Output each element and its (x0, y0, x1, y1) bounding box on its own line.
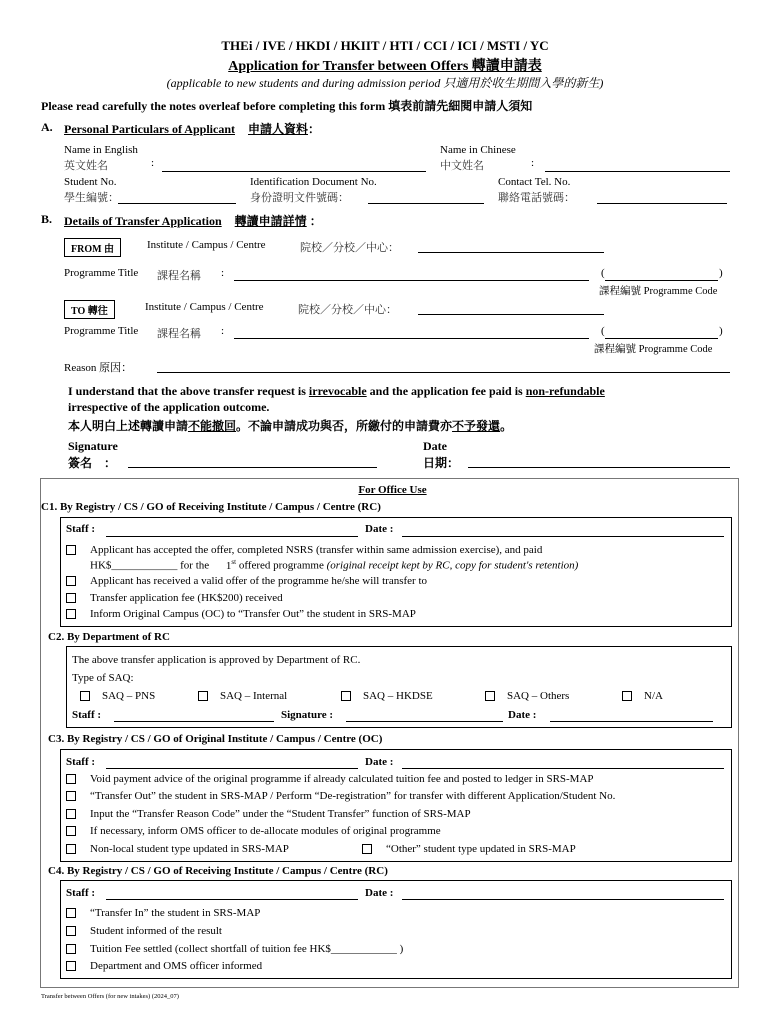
id-doc-label-zh: 身份證明文件號碼： (250, 192, 349, 204)
c1-heading: C1. By Registry / CS / GO of Receiving Institute / Campus / Centre (RC) (41, 501, 381, 513)
to-code-label: 課程編號 Programme Code (594, 344, 713, 355)
form-title: Application for Transfer between Offers 轉讀申請表 (228, 59, 542, 74)
c3-item-3 (66, 808, 471, 820)
name-en-field[interactable] (162, 171, 426, 172)
name-zh-label-zh: 中文姓名 (440, 160, 484, 172)
c4-item-3 (66, 943, 403, 955)
name-en-colon: : (151, 157, 155, 169)
to-programme-label-zh: 課程名稱 (157, 328, 201, 340)
c4-item-1 (66, 907, 260, 919)
signature-field[interactable] (128, 467, 377, 468)
c1-checkbox-2[interactable] (66, 576, 76, 586)
declaration-en-2: irrespective of the application outcome. (68, 400, 270, 414)
c3-item-4-text: If necessary, inform OMS officer to de-allocate modules of original programme (90, 825, 441, 837)
c3-item-other (362, 843, 576, 855)
from-code-open: ( (601, 267, 605, 279)
declaration-zh-underline1: 不能撤回 (188, 419, 237, 433)
c4-item-4 (66, 960, 262, 972)
c1-item-2 (66, 575, 427, 587)
reason-label: Reason 原因： (64, 362, 133, 374)
declaration-nonrefundable: non-refundable (525, 384, 605, 398)
saq-pns-text: SAQ – PNS (102, 690, 156, 702)
from-programme-label-zh: 課程名稱 (157, 270, 201, 282)
c2-signature-field[interactable] (346, 721, 503, 722)
c4-checkbox-1[interactable] (66, 908, 76, 918)
c3-heading: C3. By Registry / CS / GO of Original Institute / Campus / Centre (OC) (48, 733, 383, 745)
from-institute-label: Institute / Campus / Centre (147, 239, 266, 251)
c2-staff-field[interactable] (114, 721, 274, 722)
office-use-title: For Office Use (358, 484, 427, 496)
saq-hkdse-text: SAQ – HKDSE (363, 690, 433, 702)
c4-item-1-text: “Transfer In” the student in SRS-MAP (90, 907, 261, 919)
declaration-en (68, 384, 605, 399)
c4-checkbox-4[interactable] (66, 961, 76, 971)
to-code-close: ) (719, 325, 723, 337)
c1-staff-label: Staff : (66, 523, 96, 535)
c2-signature-label: Signature : (281, 709, 334, 721)
signature-label: Signature (68, 439, 118, 453)
to-tag: TO 轉往 (64, 300, 115, 319)
c3-item-2-text: “Transfer Out” the student in SRS-MAP / Perform “De-registration” for transfer with different Application/Student No. (90, 790, 616, 802)
to-institute-label-zh: 院校／分校／中心： (298, 304, 397, 316)
to-code-open: ( (601, 325, 605, 337)
c1-item-1-text: Applicant has accepted the offer, completed NSRS (transfer within same admission exercise), and paid (90, 544, 543, 556)
id-doc-label: Identification Document No. (250, 176, 377, 188)
from-code-label: 課程編號 Programme Code (599, 286, 718, 297)
from-institute-label-zh: 院校／分校／中心： (300, 242, 399, 254)
c1-ordinal: 1 (225, 559, 232, 572)
declaration-irrevocable: irrevocable (308, 384, 367, 398)
c2-staff-label: Staff : (72, 709, 102, 721)
c4-staff-label: Staff : (66, 887, 96, 899)
c4-checkbox-3[interactable] (66, 944, 76, 954)
c1-date-field[interactable] (402, 536, 724, 537)
section-b-title: Details of Transfer Application (64, 214, 222, 228)
from-programme-field[interactable] (234, 280, 589, 281)
section-b-title-zh: 轉讀申請詳情 (234, 214, 307, 228)
declaration-zh-underline2: 不予發還 (452, 419, 501, 433)
section-b-letter: B. (41, 212, 53, 226)
student-no-label-zh: 學生編號： (64, 192, 119, 204)
declaration-zh-part1: 本人明白上述轉讀申請 (68, 419, 189, 433)
c3-item-5-text: Non-local student type updated in SRS-MAP (90, 843, 289, 855)
c1-checkbox-3[interactable] (66, 593, 76, 603)
c4-checkbox-2[interactable] (66, 926, 76, 936)
from-code-close: ) (719, 267, 723, 279)
c3-item-1-text: Void payment advice of the original programme if already calculated tuition fee and posted to ledger in SRS-MAP (90, 773, 594, 785)
tel-field[interactable] (597, 203, 727, 204)
c4-staff-field[interactable] (106, 899, 358, 900)
to-programme-colon: : (221, 325, 225, 337)
c3-item-other-text: “Other” student type updated in SRS-MAP (386, 843, 576, 855)
declaration-zh (68, 417, 512, 434)
c1-item-3 (66, 592, 283, 604)
c2-line2: Type of SAQ: (72, 672, 134, 684)
c4-date-field[interactable] (402, 899, 724, 900)
c3-checkbox-1[interactable] (66, 774, 76, 784)
from-institute-field[interactable] (418, 252, 604, 253)
signature-label-zh: 簽名 ： (68, 456, 117, 470)
section-a-colon: ： (308, 122, 321, 136)
c1-item-1 (66, 544, 542, 556)
c2-line1: The above transfer application is approved by Department of RC. (72, 654, 361, 666)
c4-item-2 (66, 925, 222, 937)
declaration-part2: and the application fee paid is (366, 384, 526, 398)
c1-checkbox-4[interactable] (66, 609, 76, 619)
to-institute-field[interactable] (418, 314, 604, 315)
reason-field[interactable] (157, 372, 730, 373)
from-code-field[interactable] (605, 280, 718, 281)
footer-text: Transfer between Offers (for new intakes) (2024_07) (41, 993, 179, 1000)
c1-italic-note: (original receipt kept by RC, copy for student's retention) (326, 559, 579, 572)
from-programme-label: Programme Title (64, 267, 139, 279)
to-programme-field[interactable] (234, 338, 589, 339)
c1-item-2-text: Applicant has received a valid offer of the programme he/she will transfer to (90, 575, 428, 587)
section-b-heading (64, 212, 322, 229)
c3-item-4 (66, 825, 441, 837)
to-code-field[interactable] (605, 338, 718, 339)
saq-hkdse-checkbox[interactable] (341, 691, 351, 701)
c3-item-5 (66, 843, 289, 855)
c3-item-3-text: Input the “Transfer Reason Code” under the “Student Transfer” function of SRS-MAP (90, 808, 471, 820)
declaration-zh-part3: 。 (500, 419, 513, 433)
form-subtitle: (applicable to new students and during admission period 只適用於收生期間入學的新生) (166, 76, 604, 90)
saq-pns-checkbox[interactable] (80, 691, 90, 701)
c4-item-4-text: Department and OMS officer informed (90, 960, 263, 972)
c1-staff-field[interactable] (106, 536, 358, 537)
section-a-heading (64, 120, 320, 137)
date-label-zh: 日期： (423, 456, 460, 470)
institutes-line: THEi / IVE / HKDI / HKIIT / HTI / CCI / ICI / MSTI / YC (221, 38, 549, 53)
c3-item-1 (66, 773, 594, 785)
c1-offered-text: offered programme (238, 559, 324, 572)
tel-label-zh: 聯絡電話號碼： (498, 192, 575, 204)
name-en-label-zh: 英文姓名 (64, 160, 108, 172)
c3-staff-label: Staff : (66, 756, 96, 768)
saq-internal-checkbox[interactable] (198, 691, 208, 701)
name-zh-colon: : (531, 157, 535, 169)
student-no-field[interactable] (118, 203, 236, 204)
date-field[interactable] (468, 467, 730, 468)
c3-date-label: Date : (365, 756, 394, 768)
declaration-part1: I understand that the above transfer request is (68, 384, 309, 398)
c1-date-label: Date : (365, 523, 394, 535)
id-doc-field[interactable] (368, 203, 484, 204)
saq-na-text: N/A (644, 690, 663, 702)
section-b-colon: ： (309, 214, 322, 228)
c3-checkbox-4[interactable] (66, 826, 76, 836)
c1-item-4-text: Inform Original Campus (OC) to “Transfer Out” the student in SRS-MAP (90, 608, 416, 620)
declaration-zh-part2: 。不論申請成功與否，所繳付的申請費亦 (236, 419, 453, 433)
from-tag: FROM 由 (64, 238, 121, 257)
saq-internal (198, 690, 287, 702)
section-a-title-zh: 申請人資料 (248, 122, 309, 136)
to-programme-label: Programme Title (64, 325, 139, 337)
c1-item-1-cont (90, 558, 578, 572)
c1-item-4 (66, 608, 416, 620)
c4-item-2-text: Student informed of the result (90, 925, 222, 937)
saq-internal-text: SAQ – Internal (220, 690, 288, 702)
c1-item-3-text: Transfer application fee (HK$200) received (90, 592, 283, 604)
name-zh-label: Name in Chinese (440, 144, 516, 156)
c4-date-label: Date : (365, 887, 394, 899)
c3-checkbox-5[interactable] (66, 844, 76, 854)
c3-staff-field[interactable] (106, 768, 358, 769)
date-label: Date (423, 439, 447, 453)
notice: Please read carefully the notes overleaf before completing this form 填表前請先細閱申請人須知 (41, 99, 533, 113)
from-programme-colon: : (221, 267, 225, 279)
c3-item-2 (66, 790, 615, 802)
name-en-label: Name in English (64, 144, 138, 156)
c4-item-3-text: Tuition Fee settled (collect shortfall of tuition fee HK$____________ ) (90, 943, 404, 955)
c1-hk-text: HK$____________ for the (90, 559, 210, 572)
saq-others (485, 690, 569, 702)
saq-na-checkbox[interactable] (622, 691, 632, 701)
tel-label: Contact Tel. No. (498, 176, 571, 188)
saq-pns (80, 690, 155, 702)
saq-hkdse (341, 690, 433, 702)
to-institute-label: Institute / Campus / Centre (145, 301, 264, 313)
c3-date-field[interactable] (402, 768, 724, 769)
name-zh-field[interactable] (545, 171, 730, 172)
c3-checkbox-other[interactable] (362, 844, 372, 854)
c4-heading: C4. By Registry / CS / GO of Receiving Institute / Campus / Centre (RC) (48, 865, 388, 877)
c2-heading: C2. By Department of RC (48, 631, 170, 643)
c2-date-field[interactable] (550, 721, 713, 722)
section-a-title: Personal Particulars of Applicant (64, 122, 235, 136)
c2-date-label: Date : (508, 709, 537, 721)
student-no-label: Student No. (64, 176, 117, 188)
c3-checkbox-3[interactable] (66, 809, 76, 819)
section-a-letter: A. (41, 120, 53, 134)
c3-checkbox-2[interactable] (66, 791, 76, 801)
saq-na (622, 690, 663, 702)
c1-ordinal-sup: st (231, 558, 237, 566)
saq-others-text: SAQ – Others (507, 690, 570, 702)
saq-others-checkbox[interactable] (485, 691, 495, 701)
c1-checkbox-1[interactable] (66, 545, 76, 555)
